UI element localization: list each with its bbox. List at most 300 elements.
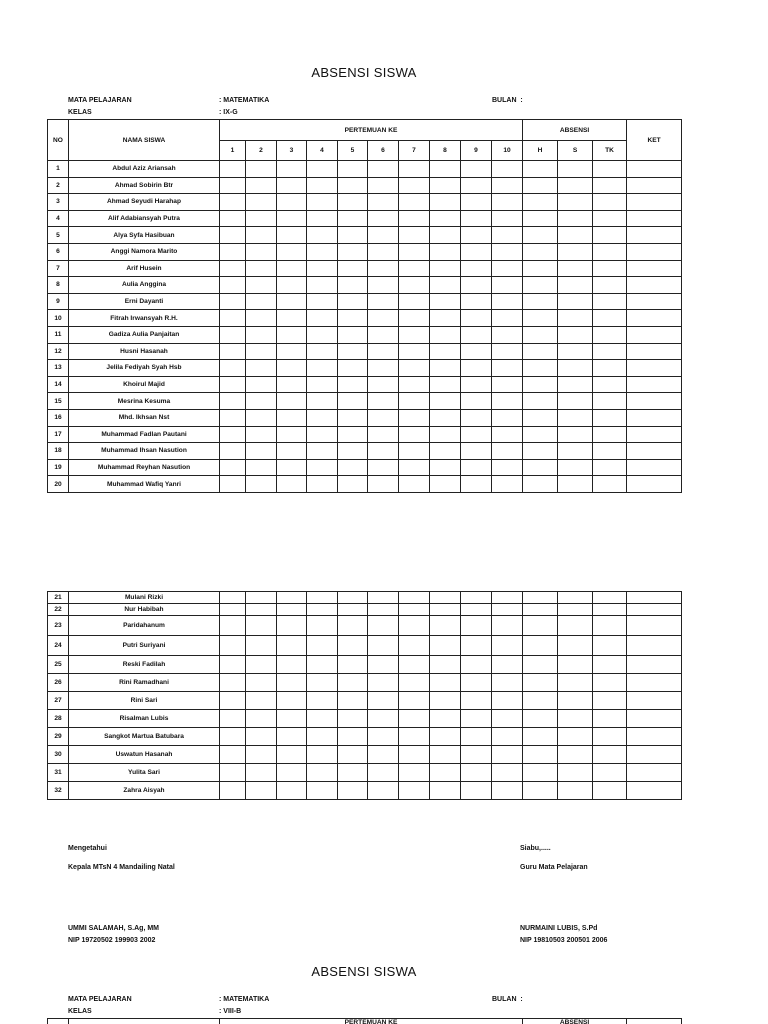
attendance-cell [220,426,246,443]
attendance-cell [307,616,338,636]
attendance-cell [246,393,277,410]
attendance-cell [220,243,246,260]
attendance-cell [277,343,307,360]
absence-cell [558,243,593,260]
student-name: Husni Hasanah [69,343,220,360]
attendance-cell [220,360,246,377]
attendance-cell [399,674,430,692]
absence-cell [558,310,593,327]
absence-cell [523,360,558,377]
student-name: Aulia Anggina [69,277,220,294]
student-row [48,161,682,178]
attendance-cell [492,443,523,460]
student-row [48,277,682,294]
attendance-cell [307,161,338,178]
student-row [48,592,682,604]
attendance-cell [399,293,430,310]
attendance-cell [461,310,492,327]
attendance-cell [220,764,246,782]
attendance-cell [338,326,368,343]
absence-cell [523,194,558,211]
absence-cell [593,227,627,244]
attendance-cell [307,592,338,604]
absence-cell [593,692,627,710]
attendance-cell [338,692,368,710]
absence-cell [523,476,558,493]
student-row [48,782,682,800]
student-row [48,243,682,260]
attendance-cell [220,443,246,460]
absence-cell [558,710,593,728]
note-cell [627,710,682,728]
student-row [48,476,682,493]
attendance-cell [307,604,338,616]
attendance-cell [246,177,277,194]
attendance-cell [368,604,399,616]
student-number: 28 [48,710,69,728]
class-label: KELAS [68,109,92,116]
attendance-cell [430,161,461,178]
attendance-cell [430,459,461,476]
attendance-cell [399,443,430,460]
student-row [48,674,682,692]
attendance-cell [430,277,461,294]
student-name: Arif Husein [69,260,220,277]
note-cell [627,343,682,360]
attendance-cell [307,326,338,343]
absence-cell [558,604,593,616]
absence-cell [558,782,593,800]
attendance-cell [399,710,430,728]
attendance-cell [368,393,399,410]
student-number: 25 [48,656,69,674]
absence-cell [523,636,558,656]
attendance-cell [246,782,277,800]
absence-cell [523,293,558,310]
attendance-cell [220,310,246,327]
student-number: 26 [48,674,69,692]
student-name: Abdul Aziz Ariansah [69,161,220,178]
attendance-cell [430,210,461,227]
student-row [48,710,682,728]
attendance-cell [368,360,399,377]
attendance-cell [277,476,307,493]
attendance-cell [246,277,277,294]
attendance-cell [338,243,368,260]
student-number: 10 [48,310,69,327]
attendance-cell [307,376,338,393]
attendance-cell [492,782,523,800]
absence-cell [558,674,593,692]
attendance-cell [307,227,338,244]
attendance-cell [430,636,461,656]
student-number: 5 [48,227,69,244]
student-name: Khoirul Majid [69,376,220,393]
attendance-cell [220,746,246,764]
attendance-cell [399,194,430,211]
absence-cell [558,277,593,294]
absence-cell [523,260,558,277]
attendance-cell [399,636,430,656]
student-number: 27 [48,692,69,710]
attendance-cell [461,476,492,493]
attendance-cell [220,728,246,746]
attendance-cell [338,656,368,674]
student-number: 1 [48,161,69,178]
attendance-cell [246,674,277,692]
attendance-cell [461,293,492,310]
absence-cell [523,177,558,194]
attendance-cell [220,616,246,636]
attendance-cell [307,764,338,782]
absence-cell [523,243,558,260]
attendance-cell [246,260,277,277]
attendance-cell [338,409,368,426]
attendance-cell [220,376,246,393]
attendance-cell [246,243,277,260]
headmaster-name: UMMI SALAMAH, S.Ag, MM [68,925,159,932]
student-name: Yulita Sari [69,764,220,782]
attendance-cell [492,227,523,244]
attendance-cell [430,409,461,426]
attendance-cell [399,692,430,710]
attendance-cell [430,293,461,310]
absence-cell [558,592,593,604]
attendance-cell [277,376,307,393]
absence-cell [523,782,558,800]
attendance-cell [399,177,430,194]
note-cell [627,243,682,260]
absence-code-h: H [523,141,558,161]
attendance-cell [246,376,277,393]
attendance-table-part2 [47,591,682,800]
student-row [48,426,682,443]
attendance-cell [338,476,368,493]
attendance-cell [220,161,246,178]
absence-code-s: S [558,141,593,161]
attendance-cell [246,343,277,360]
attendance-cell [399,393,430,410]
attendance-cell [338,710,368,728]
attendance-cell [338,210,368,227]
absence-cell [593,636,627,656]
attendance-cell [368,476,399,493]
attendance-cell [461,459,492,476]
attendance-cell [220,210,246,227]
attendance-cell [368,616,399,636]
attendance-cell [492,194,523,211]
attendance-cell [220,194,246,211]
attendance-cell [277,227,307,244]
attendance-cell [461,746,492,764]
subject-value: : MATEMATIKA [219,97,270,104]
attendance-cell [246,476,277,493]
attendance-cell [246,426,277,443]
student-number: 17 [48,426,69,443]
student-row [48,210,682,227]
attendance-table-part1 [47,119,682,493]
student-name: Zahra Aisyah [69,782,220,800]
attendance-cell [492,243,523,260]
attendance-cell [246,227,277,244]
note-cell [627,604,682,616]
student-name: Mhd. Ikhsan Nst [69,409,220,426]
absence-cell [523,764,558,782]
attendance-cell [368,674,399,692]
absence-cell [593,782,627,800]
note-cell [627,443,682,460]
attendance-cell [338,616,368,636]
attendance-cell [399,310,430,327]
absence-cell [558,326,593,343]
absence-cell [523,692,558,710]
student-number: 2 [48,177,69,194]
absence-cell [523,227,558,244]
attendance-cell [220,782,246,800]
student-number: 4 [48,210,69,227]
note-cell [627,476,682,493]
absence-cell [558,764,593,782]
absence-cell [523,443,558,460]
absence-cell [593,243,627,260]
absence-cell [523,343,558,360]
attendance-cell [430,310,461,327]
attendance-cell [246,764,277,782]
attendance-cell [246,616,277,636]
student-row [48,260,682,277]
absence-cell [558,443,593,460]
attendance-cell [246,210,277,227]
attendance-cell [368,710,399,728]
attendance-cell [368,310,399,327]
student-name: Muhammad Fadlan Pautani [69,426,220,443]
attendance-cell [430,746,461,764]
student-row [48,636,682,656]
student-name: Ahmad Seyudi Harahap [69,194,220,211]
note-cell [627,459,682,476]
attendance-cell [430,476,461,493]
attendance-cell [368,746,399,764]
attendance-cell [461,393,492,410]
absence-cell [593,409,627,426]
student-name: Gadiza Aulia Panjaitan [69,326,220,343]
attendance-cell [277,674,307,692]
document-title-2: ABSENSI SISWA [311,964,417,979]
attendance-cell [368,376,399,393]
attendance-cell [307,443,338,460]
attendance-cell [246,409,277,426]
note-cell [627,210,682,227]
attendance-cell [307,210,338,227]
attendance-cell [307,409,338,426]
attendance-cell [338,277,368,294]
attendance-cell [492,636,523,656]
attendance-cell [461,604,492,616]
student-name: Mulani Rizki [69,592,220,604]
attendance-cell [461,343,492,360]
student-name: Paridahanum [69,616,220,636]
attendance-cell [492,459,523,476]
student-number: 6 [48,243,69,260]
student-number: 18 [48,443,69,460]
attendance-cell [307,343,338,360]
student-number: 16 [48,409,69,426]
header-name-2 [69,1019,220,1024]
student-number: 15 [48,393,69,410]
attendance-cell [368,243,399,260]
attendance-cell [430,260,461,277]
student-row [48,764,682,782]
absence-cell [558,210,593,227]
attendance-cell [307,636,338,656]
student-row [48,604,682,616]
attendance-cell [277,393,307,410]
attendance-cell [461,728,492,746]
attendance-cell [492,277,523,294]
student-number: 13 [48,360,69,377]
attendance-cell [492,326,523,343]
student-row [48,227,682,244]
attendance-cell [461,592,492,604]
attendance-cell [368,194,399,211]
attendance-cell [461,177,492,194]
absence-cell [523,326,558,343]
attendance-cell [338,636,368,656]
absence-cell [558,393,593,410]
absence-cell [523,161,558,178]
absence-cell [558,476,593,493]
student-number: 21 [48,592,69,604]
attendance-cell [461,376,492,393]
absence-cell [593,443,627,460]
student-number: 7 [48,260,69,277]
attendance-cell [399,616,430,636]
attendance-cell [246,459,277,476]
attendance-cell [307,194,338,211]
student-row [48,194,682,211]
attendance-cell [277,592,307,604]
absence-cell [593,426,627,443]
attendance-cell [368,426,399,443]
attendance-cell [277,310,307,327]
attendance-cell [307,277,338,294]
absence-cell [558,293,593,310]
attendance-cell [220,604,246,616]
attendance-cell [399,656,430,674]
meeting-number-8: 8 [430,141,461,161]
attendance-cell [307,177,338,194]
attendance-cell [368,592,399,604]
attendance-cell [338,177,368,194]
attendance-cell [461,260,492,277]
attendance-cell [399,343,430,360]
student-name: Uswatun Hasanah [69,746,220,764]
attendance-cell [430,376,461,393]
attendance-cell [399,161,430,178]
attendance-cell [368,227,399,244]
attendance-cell [277,710,307,728]
absence-cell [593,728,627,746]
attendance-cell [277,326,307,343]
headmaster-nip: NIP 19720502 199903 2002 [68,937,156,944]
note-cell [627,177,682,194]
attendance-cell [461,210,492,227]
month-separator-2: : [520,996,523,1003]
attendance-cell [277,426,307,443]
note-cell [627,782,682,800]
attendance-cell [430,360,461,377]
place-date: Siabu,..... [520,845,551,852]
attendance-cell [368,326,399,343]
attendance-cell [368,728,399,746]
attendance-cell [492,409,523,426]
attendance-cell [220,592,246,604]
attendance-cell [368,177,399,194]
note-cell [627,260,682,277]
attendance-cell [246,728,277,746]
student-row [48,692,682,710]
attendance-cell [399,746,430,764]
absence-cell [523,710,558,728]
attendance-cell [461,692,492,710]
header-absence-2: ABSENSI [523,1019,627,1024]
attendance-cell [307,459,338,476]
absence-cell [593,310,627,327]
student-name: Putri Suriyani [69,636,220,656]
attendance-cell [246,326,277,343]
attendance-cell [492,161,523,178]
note-cell [627,277,682,294]
attendance-cell [461,227,492,244]
note-cell [627,692,682,710]
acknowledged-heading: Mengetahui [68,845,107,852]
attendance-cell [430,764,461,782]
attendance-cell [461,656,492,674]
header-name: NAMA SISWA [69,120,220,161]
absence-cell [593,210,627,227]
attendance-cell [430,194,461,211]
attendance-cell [430,443,461,460]
attendance-cell [430,393,461,410]
absence-cell [593,293,627,310]
attendance-cell [492,210,523,227]
attendance-cell [338,746,368,764]
absence-cell [558,260,593,277]
student-name: Risalman Lubis [69,710,220,728]
header-note: KET [627,120,682,161]
absence-cell [523,210,558,227]
absence-cell [593,604,627,616]
attendance-cell [220,293,246,310]
absence-cell [558,459,593,476]
attendance-cell [368,656,399,674]
student-row [48,409,682,426]
note-cell [627,326,682,343]
student-number: 29 [48,728,69,746]
absence-cell [593,459,627,476]
student-name: Reski Fadilah [69,656,220,674]
student-row [48,376,682,393]
attendance-cell [492,592,523,604]
meeting-number-10: 10 [492,141,523,161]
attendance-cell [220,636,246,656]
note-cell [627,393,682,410]
attendance-cell [492,674,523,692]
absence-cell [593,476,627,493]
absence-cell [523,376,558,393]
attendance-cell [399,782,430,800]
meeting-number-5: 5 [338,141,368,161]
